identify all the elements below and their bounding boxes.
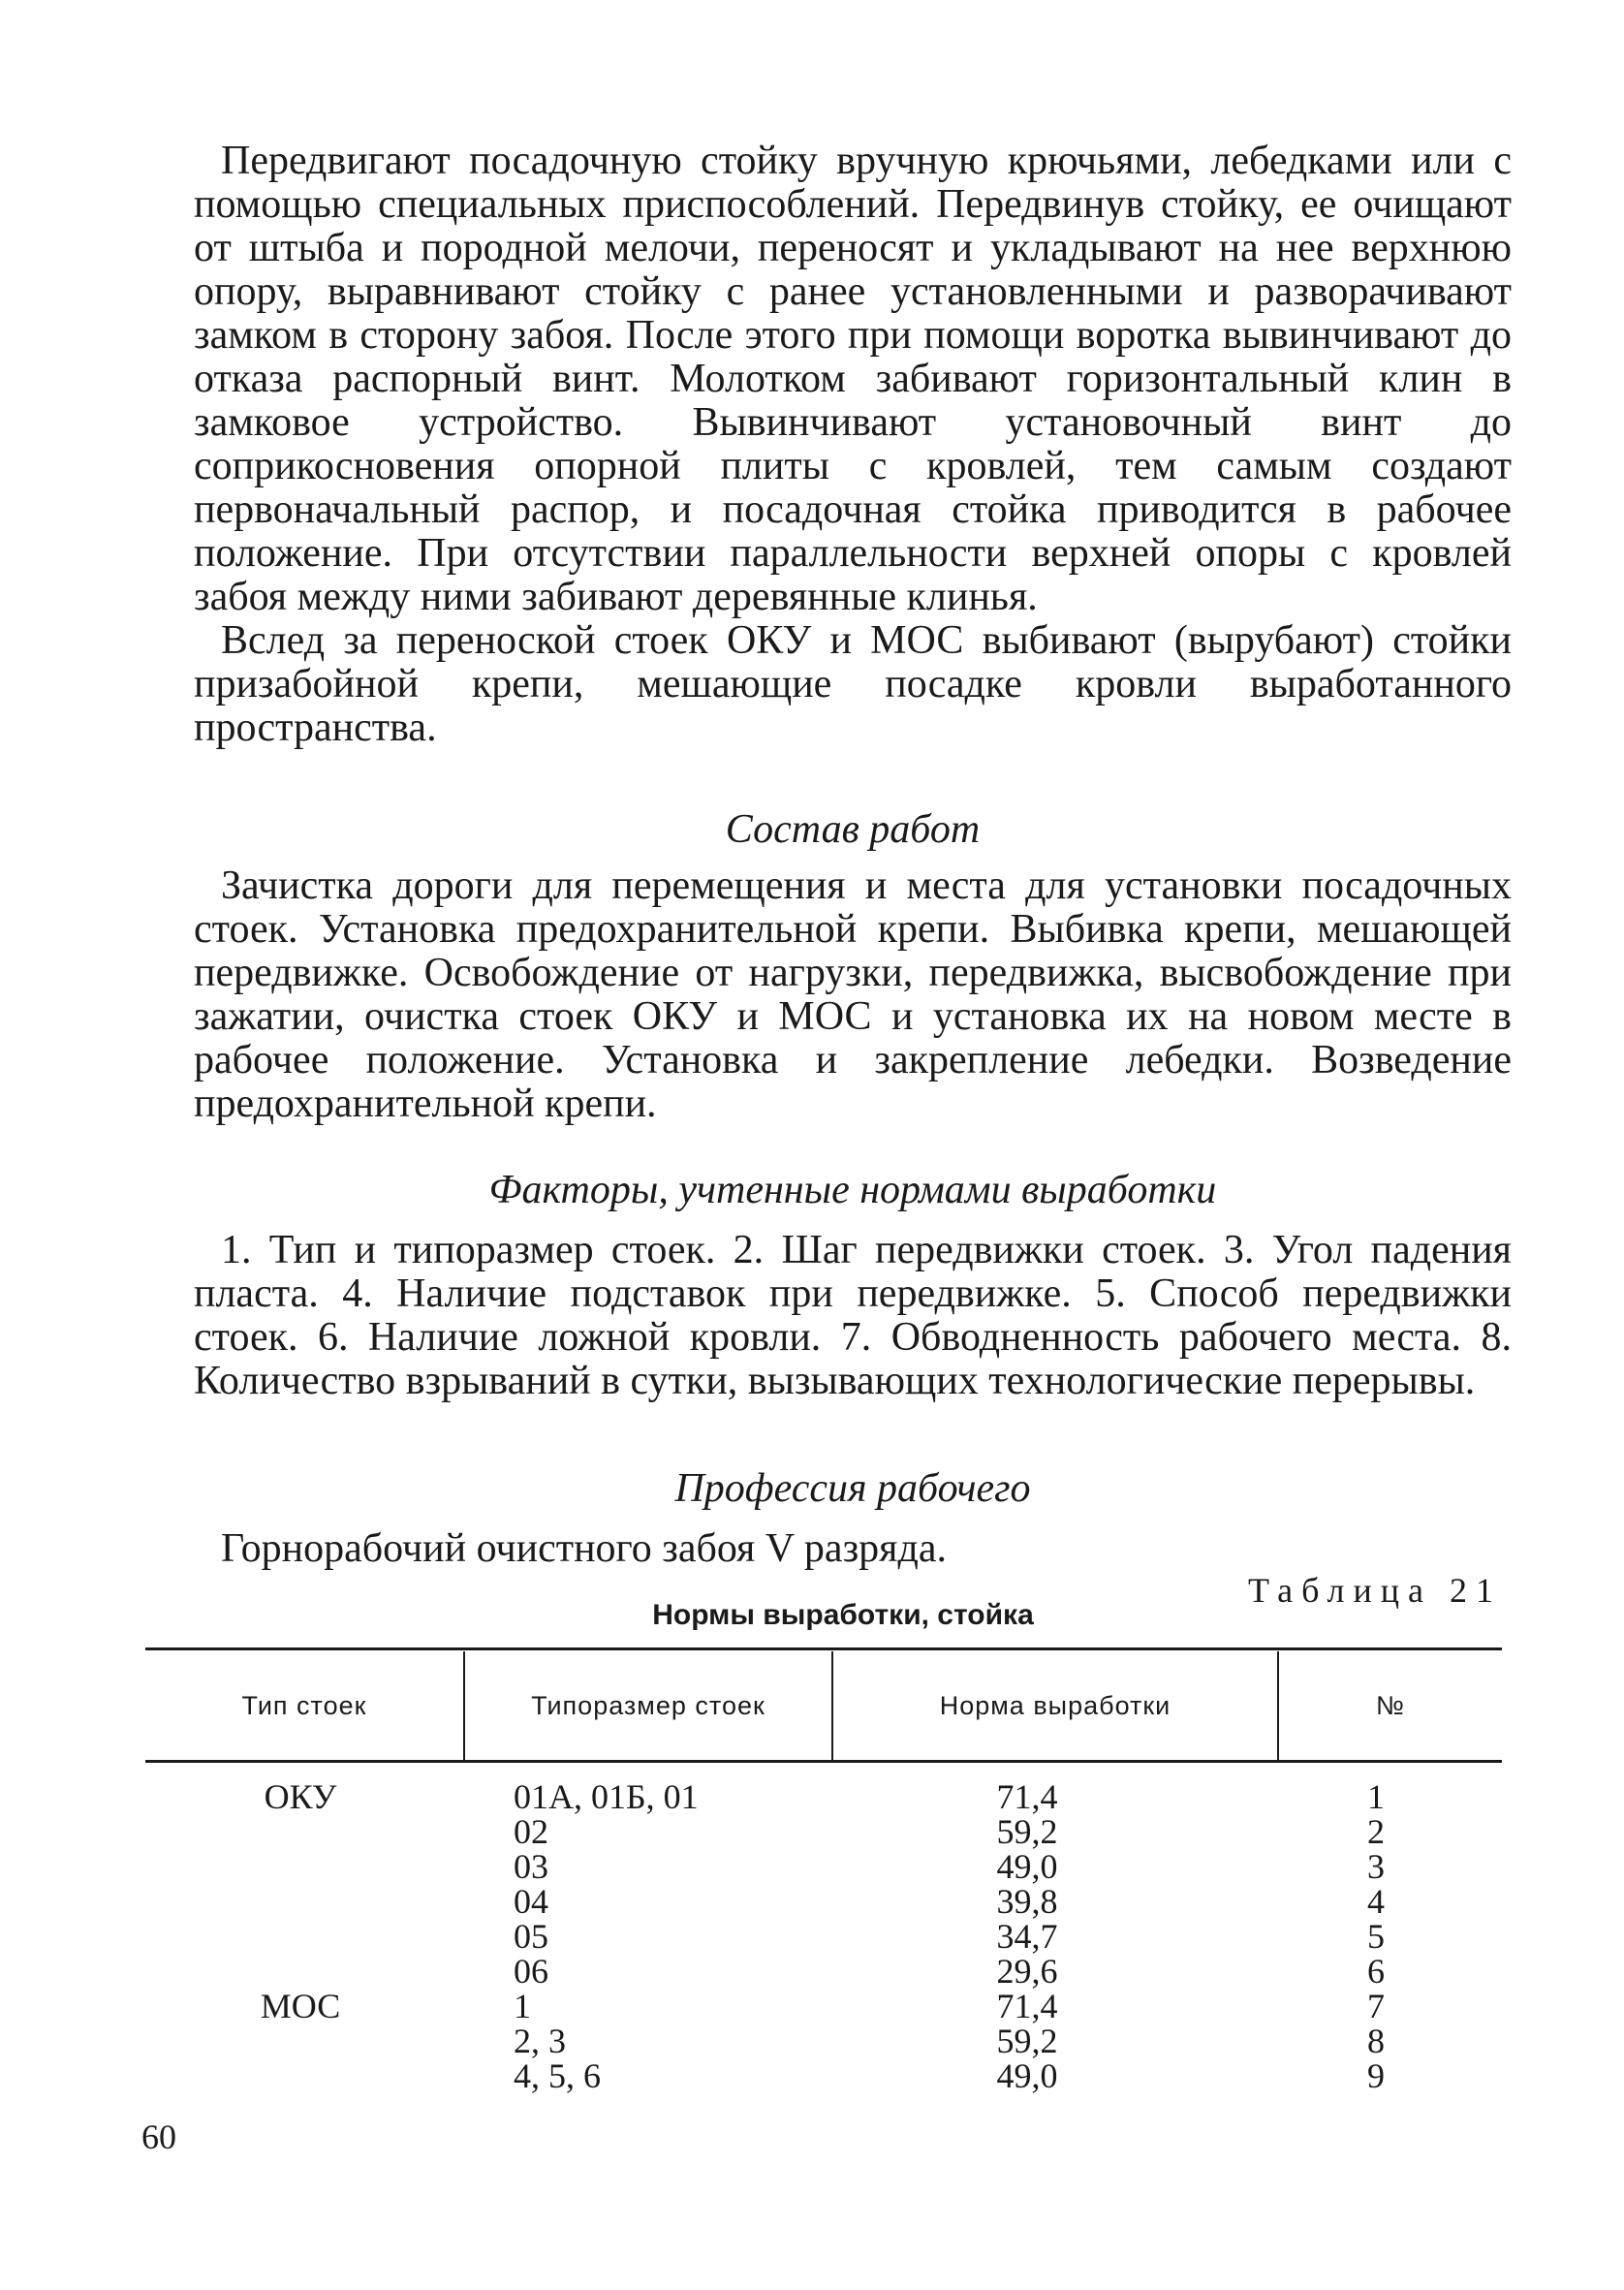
table-cell-norm: 49,0 (996, 1847, 1058, 1886)
table-cell-norm: 29,6 (996, 1952, 1058, 1991)
table-cell-number: 7 (1367, 1987, 1385, 2025)
table-cell-size: 2, 3 (514, 2022, 566, 2060)
table-cell-norm: 34,7 (996, 1917, 1058, 1956)
table-cell-type (223, 1814, 378, 1849)
table-cell-type (223, 1884, 378, 1919)
table-column-norms (930, 1779, 1124, 2093)
body-text-factors (194, 1229, 1512, 1403)
table-cell-number: 3 (1367, 1847, 1385, 1886)
table-header-type: Тип стоек (241, 1691, 367, 1720)
table-header-size: Типоразмер стоек (531, 1691, 765, 1720)
table-cell-size: 01А, 01Б, 01 (514, 1777, 699, 1816)
paragraph-profession: Горнорабочий очистного забоя V разряда. (221, 1526, 947, 1571)
table-header-number: № (1376, 1691, 1405, 1720)
table-header-norm: Норма выработки (939, 1691, 1171, 1720)
heading-profession: Профессия рабочего (674, 1466, 1031, 1511)
table-cell-norm: 39,8 (996, 1882, 1058, 1921)
table-title: Нормы выработки, стойка (652, 1599, 1034, 1631)
table-number: Таблица 21 (1248, 1571, 1502, 1610)
table-column-types (223, 1779, 378, 2093)
table-cell-size: 1 (514, 1987, 531, 2025)
table-cell-type: МОС (260, 1987, 341, 2025)
table-cell-norm: 71,4 (996, 1777, 1058, 1816)
table-cell-number: 8 (1367, 2022, 1385, 2060)
table-cell-type (223, 2058, 378, 2093)
table-cell-number: 6 (1367, 1952, 1385, 1991)
table-cell-type (223, 1919, 378, 1954)
table-cell-number: 4 (1367, 1882, 1385, 1921)
body-text-top (194, 140, 1512, 750)
table-cell-number: 1 (1367, 1777, 1385, 1816)
table-cell-size: 03 (514, 1847, 548, 1886)
table-cell-type (223, 1954, 378, 1989)
heading-work-composition: Состав работ (725, 807, 981, 852)
table-cell-size: 04 (514, 1882, 548, 1921)
table-cell-size: 02 (514, 1812, 548, 1851)
table-cell-norm: 59,2 (996, 1812, 1058, 1851)
table-header-rule (145, 1760, 1502, 1763)
table-cell-size: 4, 5, 6 (514, 2056, 601, 2095)
table-cell-norm: 71,4 (996, 1987, 1058, 2025)
body-text-profession (194, 1527, 1512, 1571)
table-cell-type (223, 1849, 378, 1884)
table-cell-number: 9 (1367, 2056, 1385, 2095)
table-cell-type: ОКУ (264, 1777, 337, 1816)
table-column-sizes (514, 1779, 804, 2093)
paragraph-removal: Вслед за переноской стоек ОКУ и МОС выбивают (вырубают) стойки призабойной крепи, мешающие посадке кровли выработанного пространства. (194, 618, 1512, 750)
table-cell-size: 05 (514, 1917, 548, 1956)
body-text-work (194, 864, 1512, 1126)
page-number: 60 (141, 2117, 176, 2156)
paragraph-installation: Передвигают посадочную стойку вручную крючьями, лебедками или с помощью специальных приспособлений. Передвинув стойку, ее очищают от штыба и породной мелочи, переносят и укладывают на нее верхнюю опору, выравнивают стойку с ранее установленными и разворачивают замком в сторону забоя. После этого при помощи воротка вывинчивают до отказа распорный винт. Молотком забивают горизонтальный клин в замковое устройство. Вывинчивают установочный винт до соприкосновения опорной плиты с кровлей, тем самым создают первоначальный распор, и посадочная стойка приводится в рабочее положение. При отсутствии параллельности верхней опоры с кровлей забоя между ними забивают деревянные клинья. (194, 139, 1512, 619)
table-cell-norm: 49,0 (996, 2056, 1058, 2095)
paragraph-factors: 1. Тип и типоразмер стоек. 2. Шаг передвижки стоек. 3. Угол падения пласта. 4. Наличие подставок при передвижке. 5. Способ передвижки стоек. 6. Наличие ложной кровли. 7. Обводненность рабочего места. 8. Количество взрываний в сутки, вызывающих технологические перерывы. (194, 1228, 1512, 1403)
table-cell-norm: 59,2 (996, 2022, 1058, 2060)
table-cell-number: 5 (1367, 1917, 1385, 1956)
paragraph-work-composition: Зачистка дороги для перемещения и места для установки посадочных стоек. Установка предохранительной крепи. Выбивка крепи, мешающей передвижке. Освобождение от нагрузки, передвижка, высвобождение при зажатии, очистка стоек ОКУ и МОС и установка их на новом месте в рабочее положение. Установка и закрепление лебедки. Возведение предохранительной крепи. (194, 863, 1512, 1126)
table-cell-number: 2 (1367, 1812, 1385, 1851)
table-cell-type (223, 2023, 378, 2058)
heading-factors: Факторы, учтенные нормами выработки (488, 1168, 1217, 1212)
table-column-numbers (1347, 1779, 1405, 2093)
table-top-rule (145, 1647, 1502, 1650)
table-cell-size: 06 (514, 1952, 548, 1991)
